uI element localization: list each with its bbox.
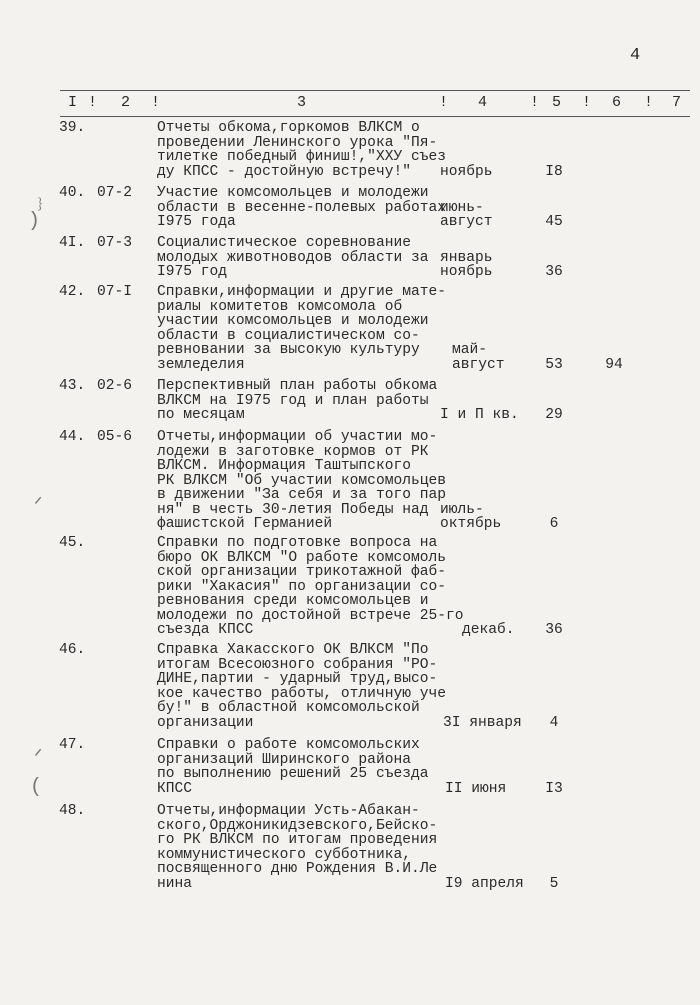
entry-number: 43. <box>59 378 86 394</box>
entry-date: май- август <box>452 342 505 373</box>
entry-number: 40. <box>59 185 86 201</box>
column-separator: ! <box>582 94 593 111</box>
entry-number: 42. <box>59 284 86 300</box>
entry-title: Справки по подготовке вопроса на бюро ОК ВЛКСМ "О работе комсомоль ской организации трикотажной фаб- рики "Хакасия" по организации со- ревнования среди комсомольцев и молодежи по достойной встрече 25-го съезда КПСС <box>157 535 464 638</box>
column-header-5: 5 <box>552 94 563 111</box>
entry-sheet-count: 36 <box>545 264 563 280</box>
margin-pencil-mark: ) <box>28 210 41 233</box>
entry-number: 45. <box>59 535 86 551</box>
entry-number: 39. <box>59 120 86 136</box>
entry-number: 4I. <box>59 235 86 251</box>
entry-title: Отчеты,информации об участии мо- лодежи в заготовке кормов от РК ВЛКСМ. Информация Таштыпского РК ВЛКСМ "Об участии комсомольцев в движении "За себя и за того пар ня" в честь 30-летия Победы над фашистской Германией <box>157 429 447 532</box>
margin-pencil-mark: ( <box>30 776 43 799</box>
entry-title: Социалистическое соревнование молодых животноводов области за I975 год <box>157 235 429 280</box>
entry-title: Справки о работе комсомольских организаций Ширинского района по выполнению решений 25 съезда КПСС <box>157 737 429 797</box>
entry-date: ноябрь <box>440 163 493 180</box>
entry-date: июль- октябрь <box>440 501 502 532</box>
entry-sheet-count: I3 <box>545 780 563 797</box>
column-separator: ! <box>644 94 655 111</box>
entry-number: 48. <box>59 803 86 819</box>
entry-date: декаб. <box>462 622 515 638</box>
margin-pencil-mark: ᐟ <box>34 495 43 518</box>
margin-pencil-mark: ᐟ <box>34 747 43 770</box>
entry-title: Участие комсомольцев и молодежи области в весенне-полевых работах I975 года <box>157 185 447 230</box>
entry-code: 07-3 <box>97 235 133 251</box>
entry-date: I9 апреля <box>445 875 524 892</box>
entry-title: Перспективный план работы обкома ВЛКСМ на I975 год и план работы по месяцам <box>157 378 438 423</box>
entry-title: Отчеты обкома,горкомов ВЛКСМ о проведении Ленинского урока "Пя- тилетке победный финиш!,"XXУ съез ду КПСС - достойную встречу!" <box>157 120 447 180</box>
column-separator: ! <box>439 94 450 111</box>
entry-sheet-count: 5 <box>549 875 559 892</box>
entry-code: 02-6 <box>97 378 133 394</box>
entry-date: июнь- август <box>440 199 493 230</box>
column-separator: ! <box>88 94 99 111</box>
entry-date: II июня <box>445 780 507 797</box>
entry-date: 3I января <box>443 714 522 731</box>
entry-sheet-count: I8 <box>545 163 563 180</box>
entry-code: 07-2 <box>97 185 133 201</box>
margin-pencil-mark: ﹜ <box>30 193 50 216</box>
entry-sheet-count: 29 <box>545 407 563 423</box>
page-number: 4 <box>630 46 641 65</box>
entry-title: Справки,информации и другие мате- риалы комитетов комсомола об участии комсомольцев и молодежи области в социалистическом со- ревновании за высокую культуру земледелия <box>157 284 447 373</box>
column-header-3: 3 <box>297 94 308 111</box>
entry-date: январь ноябрь <box>440 249 493 280</box>
entry-code: 05-6 <box>97 429 133 445</box>
entry-number: 44. <box>59 429 86 445</box>
entry-number: 47. <box>59 737 86 753</box>
column-header-2: 2 <box>121 94 132 111</box>
entry-title: Отчеты,информации Усть-Абакан- ского,Орджоникидзевского,Бейско- го РК ВЛКСМ по итогам проведения коммунистического субботника, посвященного дню Рождения В.И.Ле нина <box>157 803 438 892</box>
column-separator: ! <box>151 94 162 111</box>
entry-title: Справка Хакасского ОК ВЛКСМ "По итогам Всесоюзного собрания "РО- ДИНЕ,партии - ударный труд,высо- кое качество работы, отличную уче бу!" в областной комсомольской организации <box>157 642 447 731</box>
entry-code: 07-I <box>97 284 133 300</box>
column-header-4: 4 <box>478 94 489 111</box>
column-separator: ! <box>530 94 541 111</box>
column-header-1: I <box>68 94 79 111</box>
column-header-6: 6 <box>612 94 623 111</box>
entry-number: 46. <box>59 642 86 658</box>
column-header-7: 7 <box>672 94 683 111</box>
header-top-rule <box>60 90 690 91</box>
entry-sheet-count: 6 <box>549 516 559 532</box>
entry-col6: 94 <box>605 356 623 373</box>
entry-sheet-count: 36 <box>545 622 563 638</box>
header-bottom-rule <box>60 116 690 117</box>
entry-sheet-count: 53 <box>545 356 563 373</box>
entry-sheet-count: 45 <box>545 214 563 230</box>
entry-date: I и П кв. <box>440 407 519 423</box>
entry-sheet-count: 4 <box>549 714 559 731</box>
